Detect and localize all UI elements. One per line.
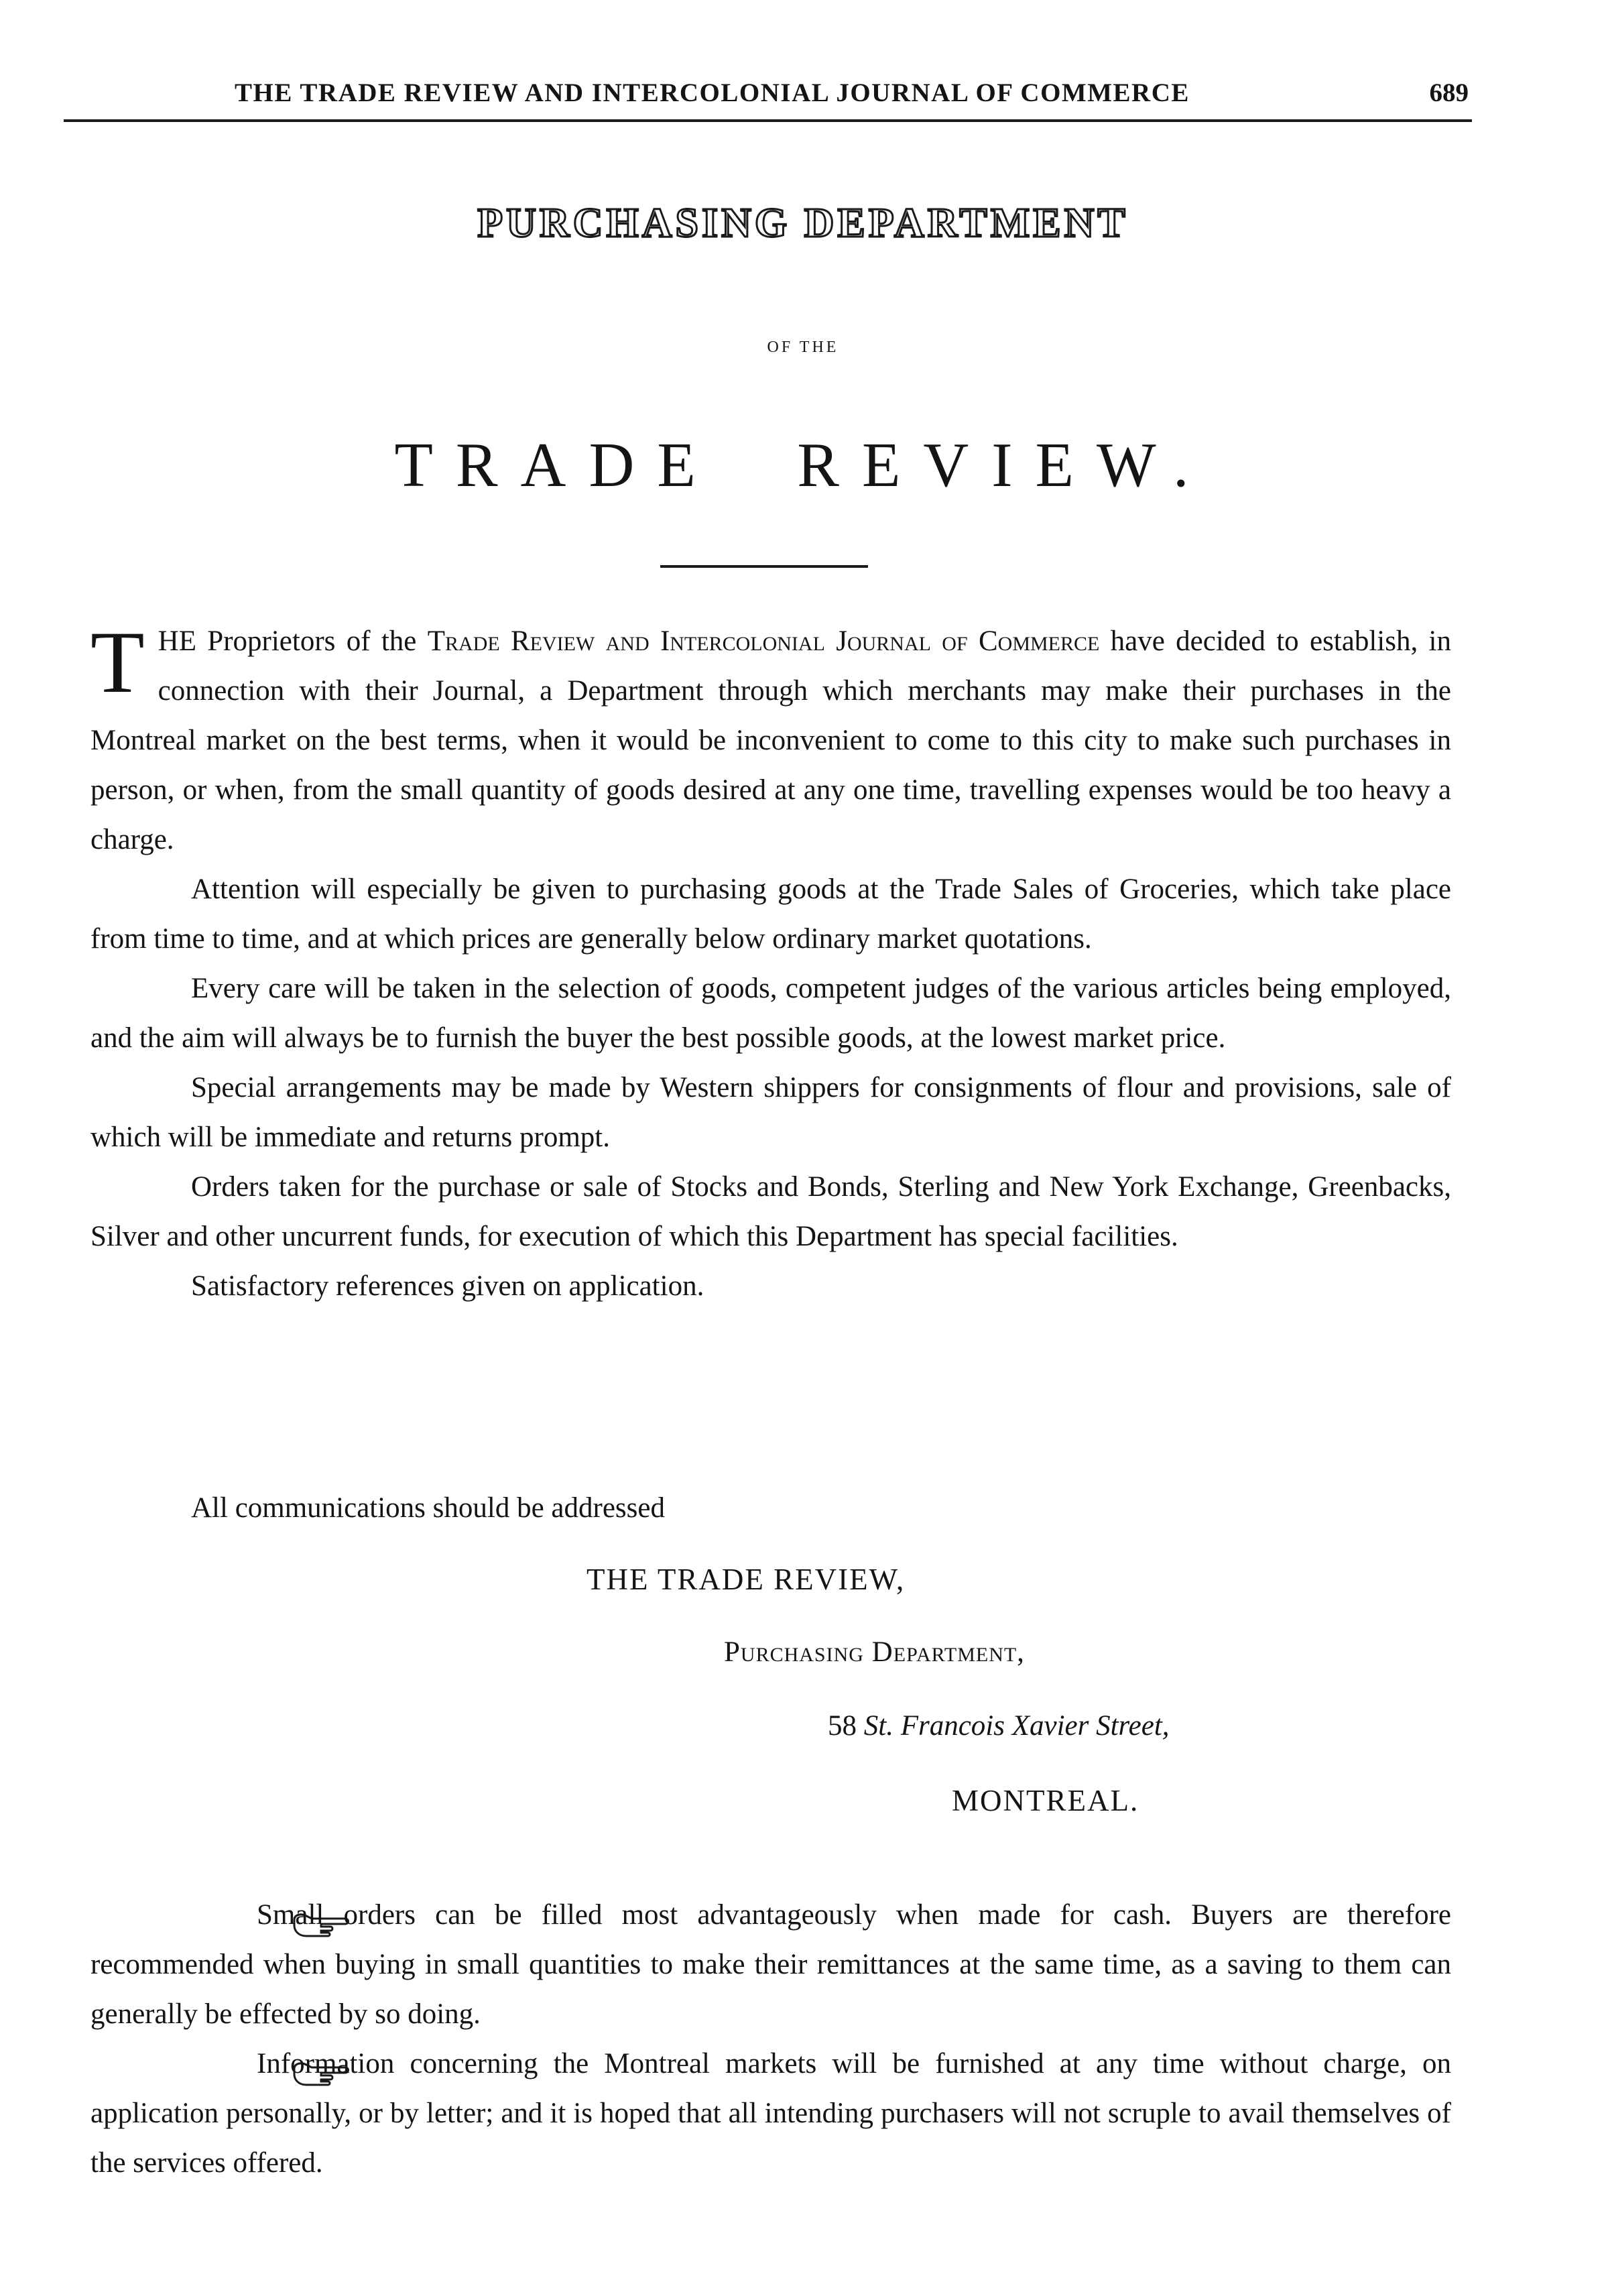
- paragraph-stocks: Orders taken for the purchase or sale of Stocks and Bonds, Sterling and New York Exchange, Greenbacks, Silver and other uncurrent funds, for execution of which this Department has special facilities.: [90, 1171, 1451, 1252]
- note-small-orders-text: Small orders can be filled most advantageously when made for cash. Buyers are therefore recommended when buying in small quantities to make their remittances at the same time, as a saving to them can generally be effected by so doing.: [90, 1899, 1451, 2030]
- journal-name: Trade Review and Intercolonial Journal of Commerce: [427, 625, 1100, 657]
- notes: [90, 1890, 1451, 2188]
- street-name: St. Francois Xavier Street,: [863, 1710, 1170, 1742]
- drop-cap: T: [90, 613, 145, 711]
- intro-part-1: Proprietors of the: [196, 625, 428, 657]
- address-line-3: [828, 1709, 1170, 1742]
- running-header: [64, 72, 1472, 122]
- note-information-text: Information concerning the Montreal markets will be furnished at any time without charge, on application personally, or by letter; and it is hoped that all intending purchasers will not scruple to avail themselves of the services offered.: [90, 2048, 1451, 2179]
- title-divider: [660, 565, 868, 568]
- street-number: 58: [828, 1710, 857, 1742]
- address-city: MONTREAL.: [952, 1784, 1139, 1817]
- page-number: 689: [1429, 78, 1469, 107]
- note-small-orders: [90, 1890, 1451, 2039]
- publication-title: TRADE REVIEW.: [394, 430, 1212, 500]
- intro-part-2: have decided to establish, in connection with their Journal, a Department through which merchants may make their purchases in the Montreal market on the best terms, when it would be inconvenient to come to this city to make such purchases in person, or when, from the small quantity of goods desired at any one time, travelling expenses would be too heavy a charge.: [90, 625, 1451, 855]
- address-line-1: THE TRADE REVIEW,: [586, 1563, 906, 1596]
- intro-paragraph: [90, 613, 1451, 865]
- of-the-line: OF THE: [767, 339, 839, 356]
- paragraph-consignments: Special arrangements may be made by Western shippers for consignments of flour and provisions, sale of which will be immediate and returns prompt.: [90, 1072, 1451, 1153]
- running-title: THE TRADE REVIEW AND INTERCOLONIAL JOURNAL OF COMMERCE: [235, 78, 1190, 107]
- pointing-hand-icon: [191, 2053, 250, 2079]
- paragraph-trade-sales: Attention will especially be given to purchasing goods at the Trade Sales of Groceries, which take place from time to time, and at which prices are generally below ordinary market quotations.: [90, 873, 1451, 955]
- address-line-2: Purchasing Department,: [724, 1636, 1025, 1668]
- paragraph-selection: Every care will be taken in the selection of goods, competent judges of the various articles being employed, and the aim will always be to furnish the buyer the best possible goods, at the lowest market price.: [90, 973, 1451, 1054]
- body-text: [90, 613, 1451, 1311]
- address-lead: All communications should be addressed: [191, 1492, 665, 1524]
- paragraph-references: Satisfactory references given on application.: [191, 1270, 704, 1302]
- department-title: PURCHASING DEPARTMENT: [477, 200, 1129, 246]
- pointing-hand-icon: [191, 1904, 250, 1931]
- intro-first-word: HE: [158, 625, 196, 657]
- note-information: [90, 2039, 1451, 2188]
